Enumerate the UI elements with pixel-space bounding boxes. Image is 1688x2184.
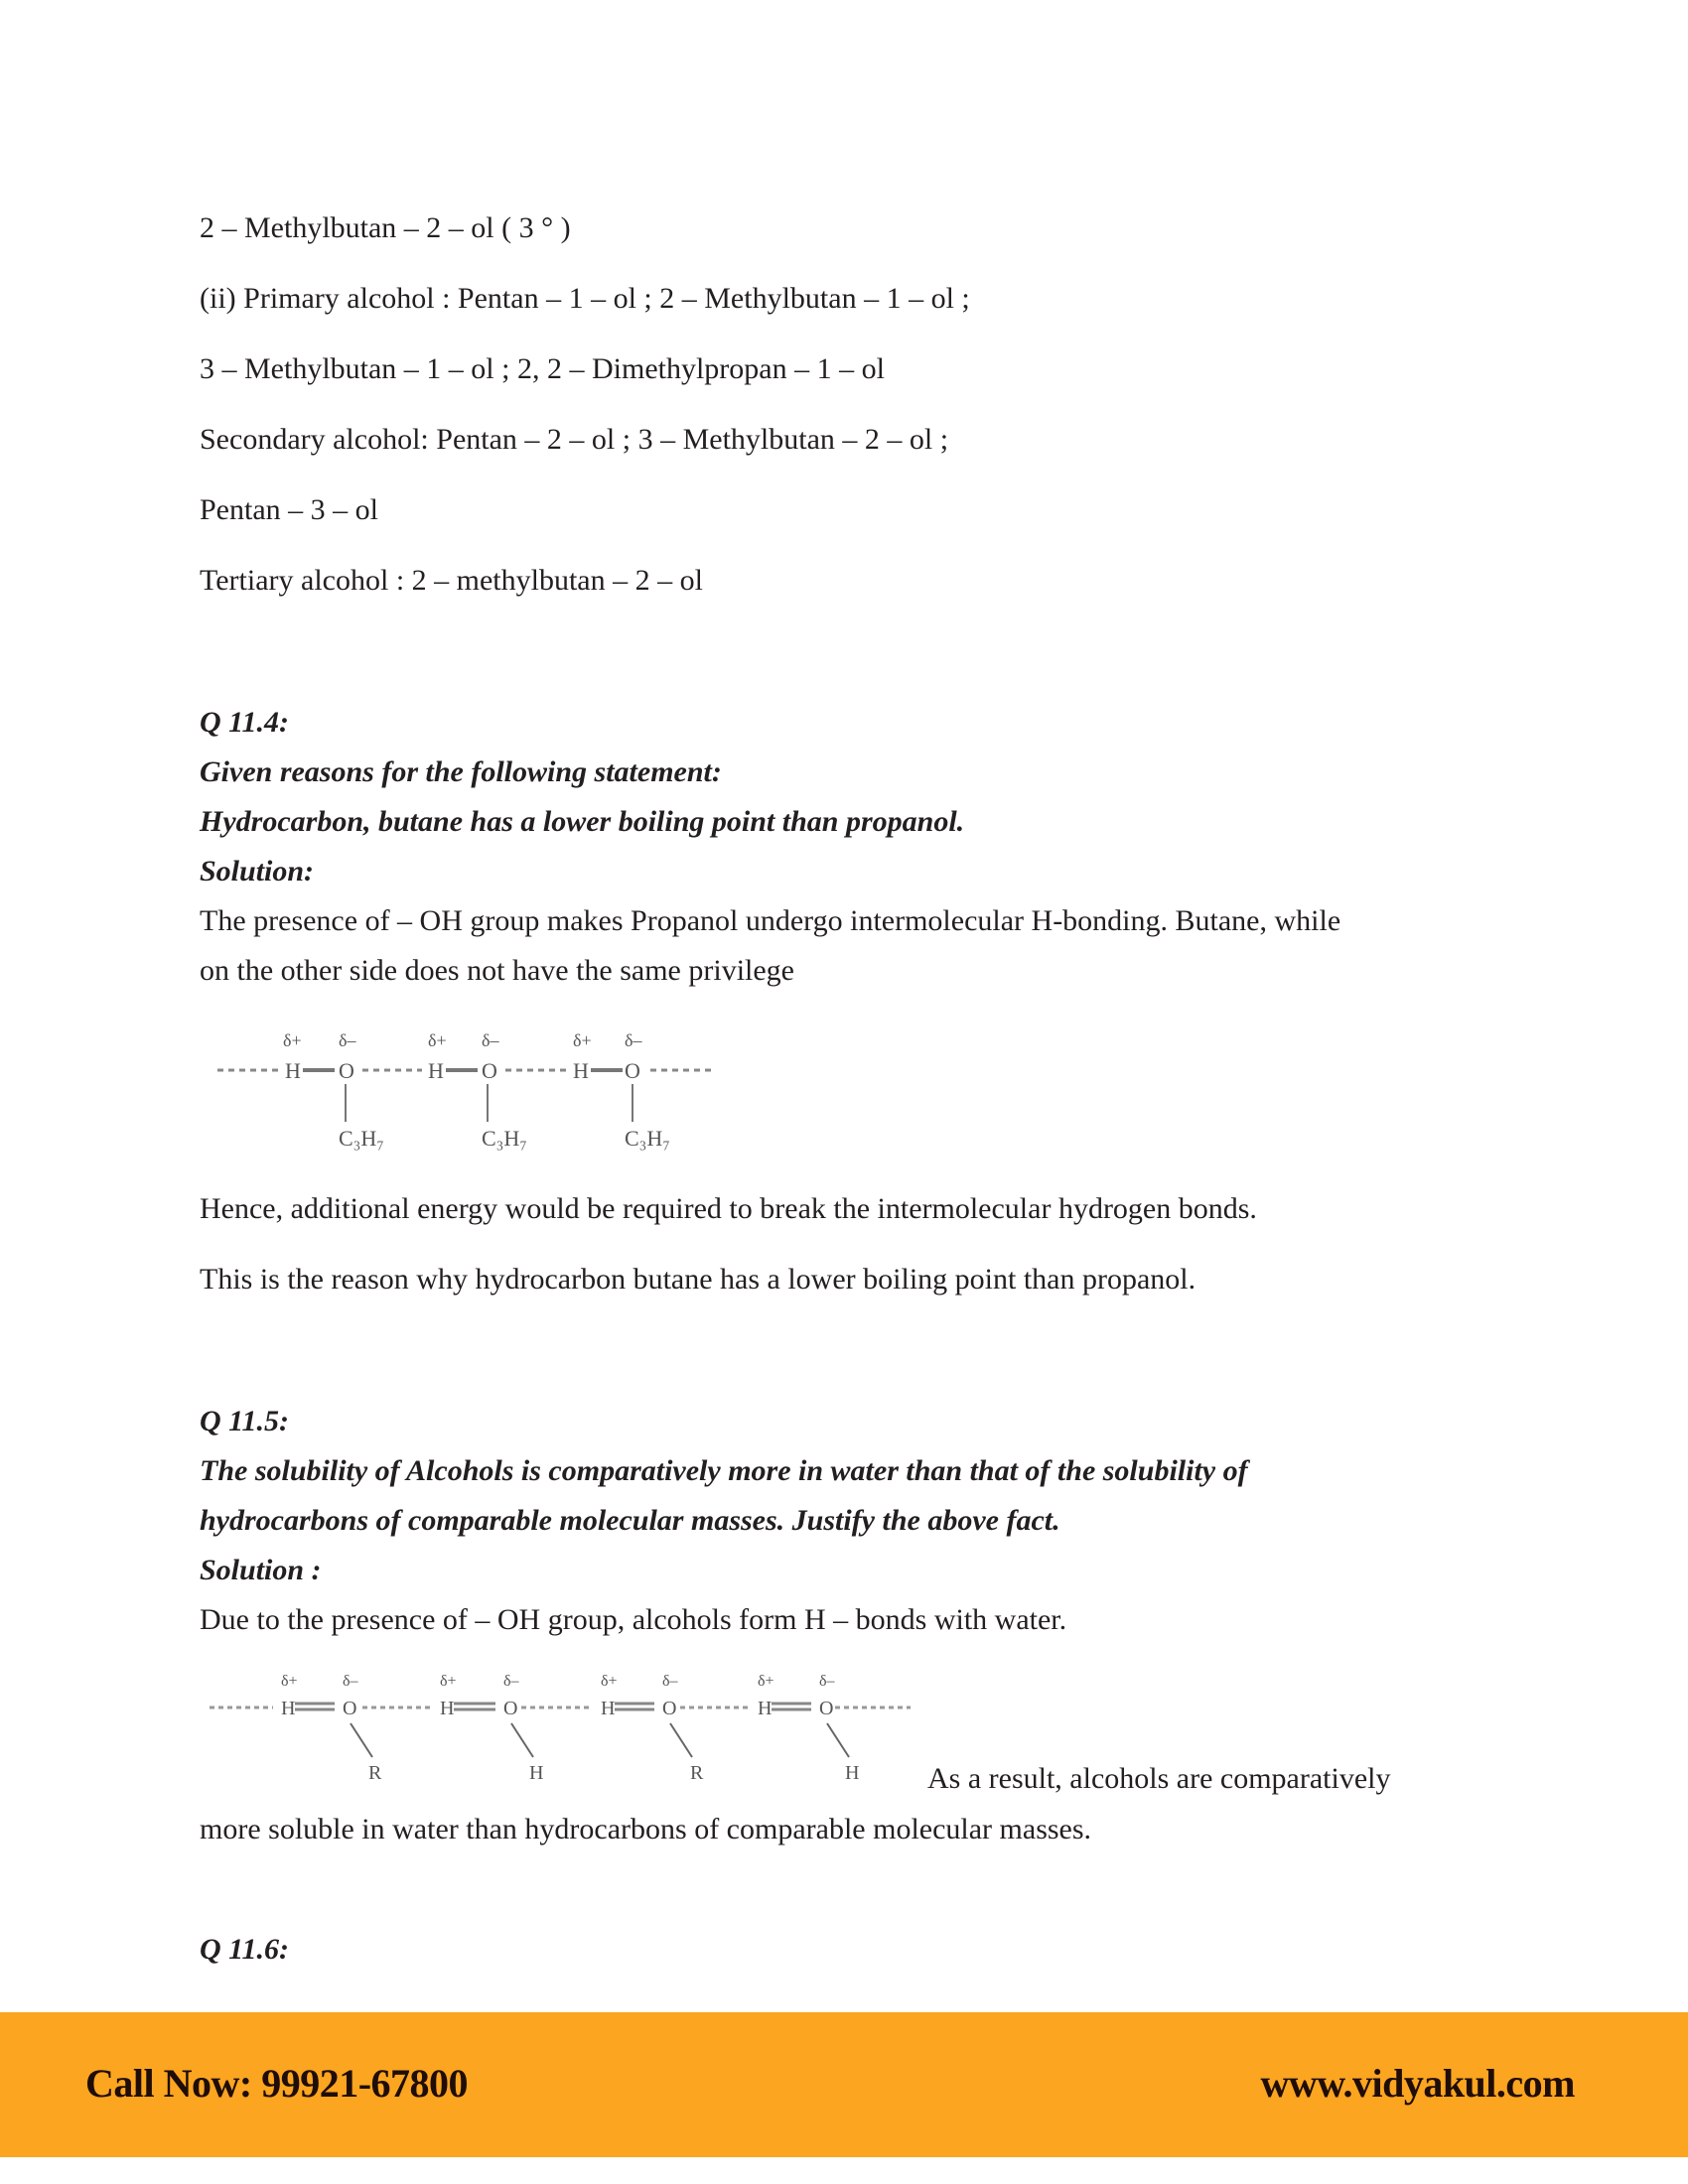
text-line: Secondary alcohol: Pentan – 2 – ol ; 3 – Methylbutan – 2 – ol ; xyxy=(200,423,949,456)
svg-text:H: H xyxy=(285,1058,301,1083)
svg-text:O: O xyxy=(482,1058,497,1083)
svg-text:H: H xyxy=(573,1058,589,1083)
propanol-hbond-diagram xyxy=(204,1023,819,1166)
solution-label: Solution : xyxy=(200,1554,322,1586)
svg-text:H: H xyxy=(758,1698,773,1719)
result-text-inline: As a result, alcohols are comparatively xyxy=(927,1762,1391,1795)
website-link[interactable]: www.vidyakul.com xyxy=(1260,2061,1575,2106)
svg-text:δ–: δ– xyxy=(819,1673,835,1690)
text-line: Tertiary alcohol : 2 – methylbutan – 2 – ol xyxy=(200,564,703,597)
svg-text:δ–: δ– xyxy=(625,1030,642,1050)
svg-text:H: H xyxy=(845,1762,860,1784)
svg-text:δ–: δ– xyxy=(343,1673,358,1690)
svg-text:δ+: δ+ xyxy=(281,1673,298,1690)
svg-text:O: O xyxy=(343,1698,357,1719)
svg-text:δ+: δ+ xyxy=(440,1673,457,1690)
text-line: 2 – Methylbutan – 2 – ol ( 3 ° ) xyxy=(200,211,571,244)
conclusion-text: This is the reason why hydrocarbon butane has a lower boiling point than propanol. xyxy=(200,1263,1196,1296)
question-text: Given reasons for the following statement: xyxy=(200,755,722,788)
question-text: Hydrocarbon, butane has a lower boiling point than propanol. xyxy=(200,805,965,838)
conclusion-text: Hence, additional energy would be required to break the intermolecular hydrogen bonds. xyxy=(200,1192,1257,1225)
answer-text: Due to the presence of – OH group, alcohols form H – bonds with water. xyxy=(200,1603,1067,1636)
svg-text:O: O xyxy=(503,1698,518,1719)
question-heading: Q 11.4: xyxy=(200,706,289,739)
svg-text:C₃H₇: C₃H₇ xyxy=(482,1126,527,1151)
solution-label: Solution: xyxy=(200,855,315,887)
svg-text:δ+: δ+ xyxy=(428,1030,447,1050)
svg-text:H: H xyxy=(440,1698,455,1719)
svg-text:C₃H₇: C₃H₇ xyxy=(339,1126,384,1151)
svg-text:H: H xyxy=(428,1058,444,1083)
svg-text:H: H xyxy=(281,1698,296,1719)
svg-text:C₃H₇: C₃H₇ xyxy=(625,1126,670,1151)
svg-text:δ–: δ– xyxy=(482,1030,499,1050)
svg-text:H: H xyxy=(529,1762,544,1784)
svg-text:δ+: δ+ xyxy=(283,1030,302,1050)
question-text: The solubility of Alcohols is comparatively more in water than that of the solubility of xyxy=(200,1454,1248,1487)
svg-text:H: H xyxy=(601,1698,616,1719)
question-heading: Q 11.5: xyxy=(200,1405,289,1437)
result-text: more soluble in water than hydrocarbons of comparable molecular masses. xyxy=(200,1813,1092,1845)
svg-text:O: O xyxy=(662,1698,677,1719)
svg-text:δ–: δ– xyxy=(339,1030,356,1050)
text-line: 3 – Methylbutan – 1 – ol ; 2, 2 – Dimethylpropan – 1 – ol xyxy=(200,352,885,385)
text-line: (ii) Primary alcohol : Pentan – 1 – ol ; 2 – Methylbutan – 1 – ol ; xyxy=(200,282,970,315)
svg-text:O: O xyxy=(819,1698,834,1719)
svg-text:O: O xyxy=(339,1058,354,1083)
answer-text: The presence of – OH group makes Propanol undergo intermolecular H-bonding. Butane, while xyxy=(200,904,1341,937)
svg-text:δ–: δ– xyxy=(503,1673,519,1690)
svg-text:δ–: δ– xyxy=(662,1673,678,1690)
footer-banner xyxy=(0,2012,1688,2157)
answer-text: on the other side does not have the same privilege xyxy=(200,954,794,987)
svg-text:δ+: δ+ xyxy=(758,1673,774,1690)
svg-text:R: R xyxy=(690,1762,704,1784)
call-now-phone: Call Now: 99921-67800 xyxy=(85,2061,469,2106)
svg-text:δ+: δ+ xyxy=(573,1030,592,1050)
text-line: Pentan – 3 – ol xyxy=(200,493,378,526)
svg-text:δ+: δ+ xyxy=(601,1673,618,1690)
question-text: hydrocarbons of comparable molecular masses. Justify the above fact. xyxy=(200,1504,1060,1537)
svg-text:O: O xyxy=(625,1058,640,1083)
alcohol-water-hbond-diagram xyxy=(204,1668,928,1792)
question-heading: Q 11.6: xyxy=(200,1933,289,1966)
svg-text:R: R xyxy=(368,1762,382,1784)
